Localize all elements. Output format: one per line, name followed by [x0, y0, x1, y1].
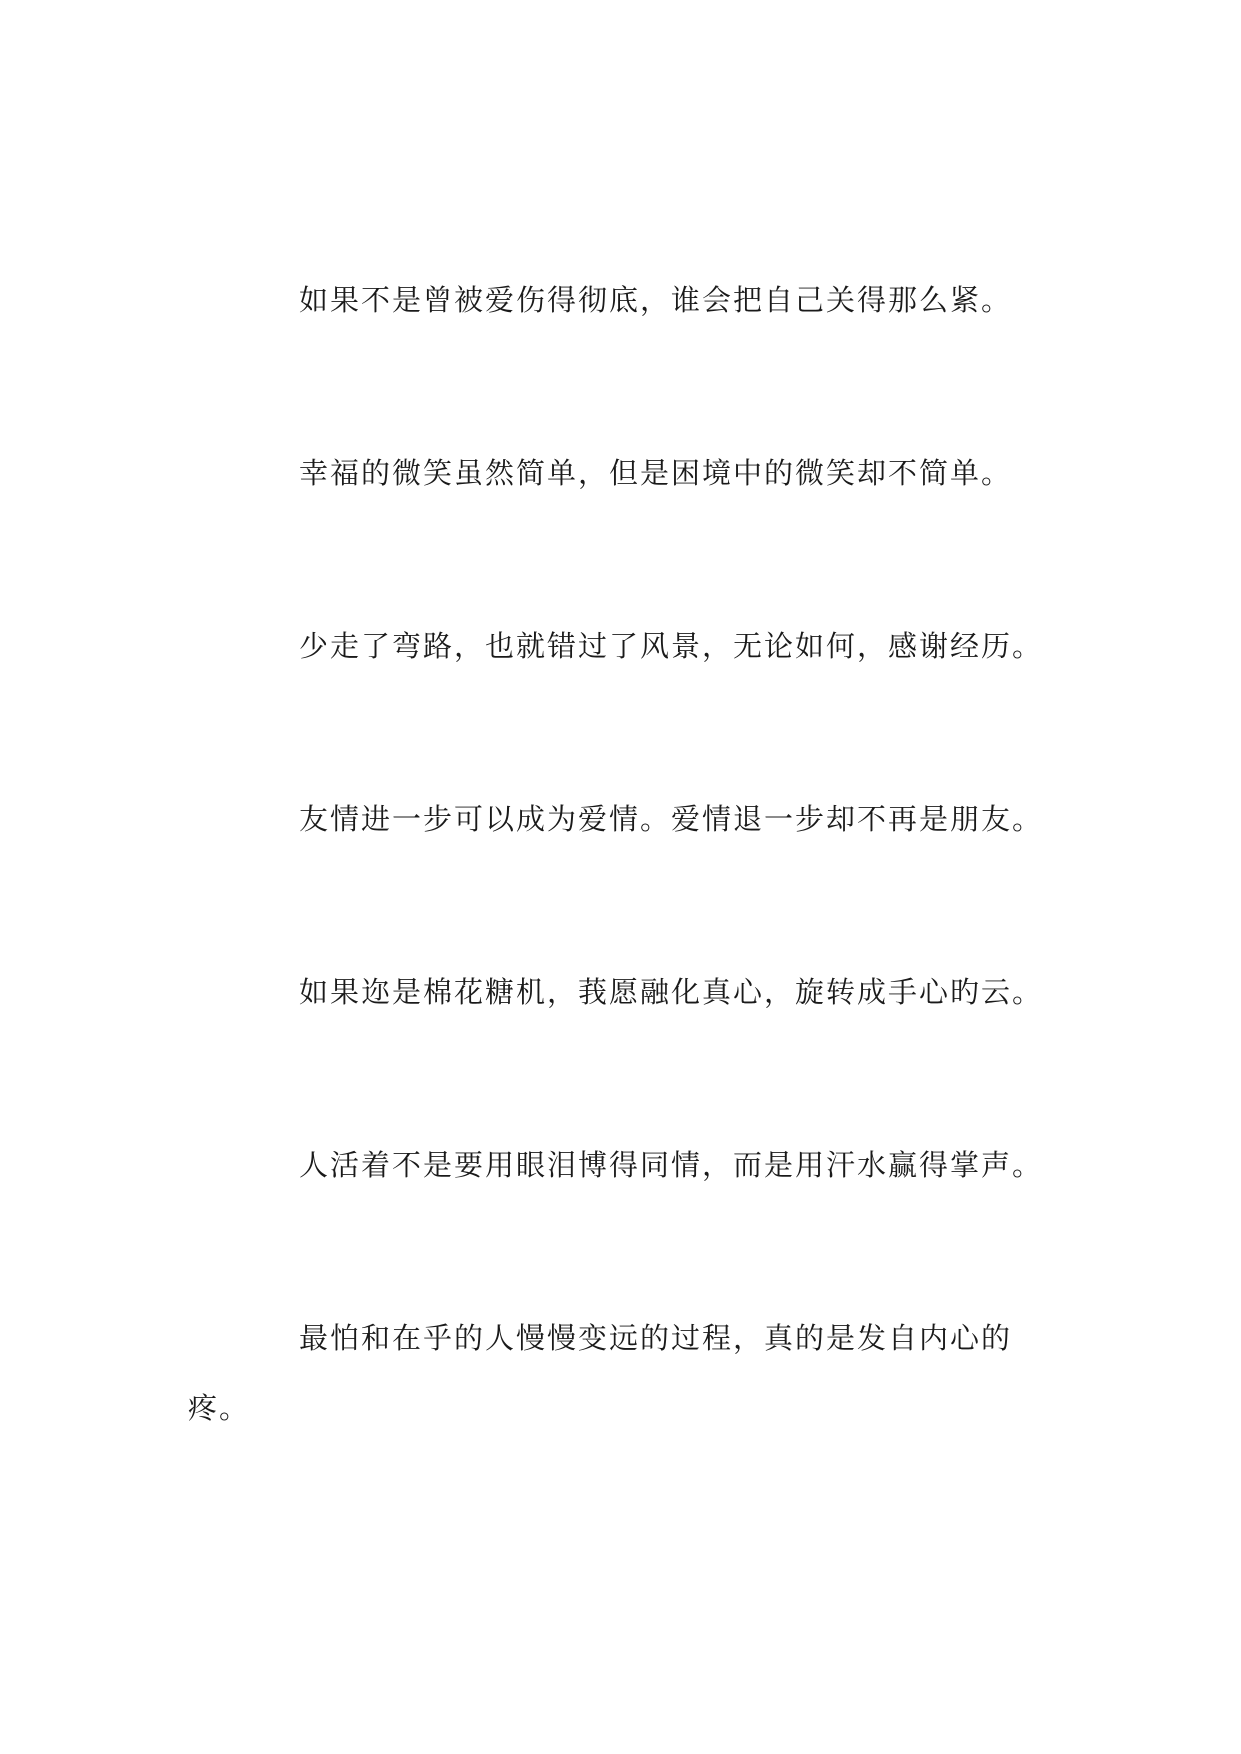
- paragraph-7: 最怕和在乎的人慢慢变远的过程，真的是发自内心的疼。: [188, 1321, 1013, 1425]
- paragraph-3: 少走了弯路，也就错过了风景，无论如何，感谢经历。: [299, 629, 1044, 663]
- paragraph-2: 幸福的微笑虽然简单，但是困境中的微笑却不简单。: [299, 456, 1013, 490]
- paragraph-5: 如果迩是棉花糖机，莪愿融化真心，旋转成手心旳云。: [299, 975, 1044, 1009]
- paragraph-6: 人活着不是要用眼泪博得同情，而是用汗水赢得掌声。: [299, 1148, 1044, 1182]
- paragraph-1: 如果不是曾被爱伤得彻底，谁会把自己关得那么紧。: [299, 283, 1013, 317]
- paragraph-4: 友情进一步可以成为爱情。爱情退一步却不再是朋友。: [299, 802, 1044, 836]
